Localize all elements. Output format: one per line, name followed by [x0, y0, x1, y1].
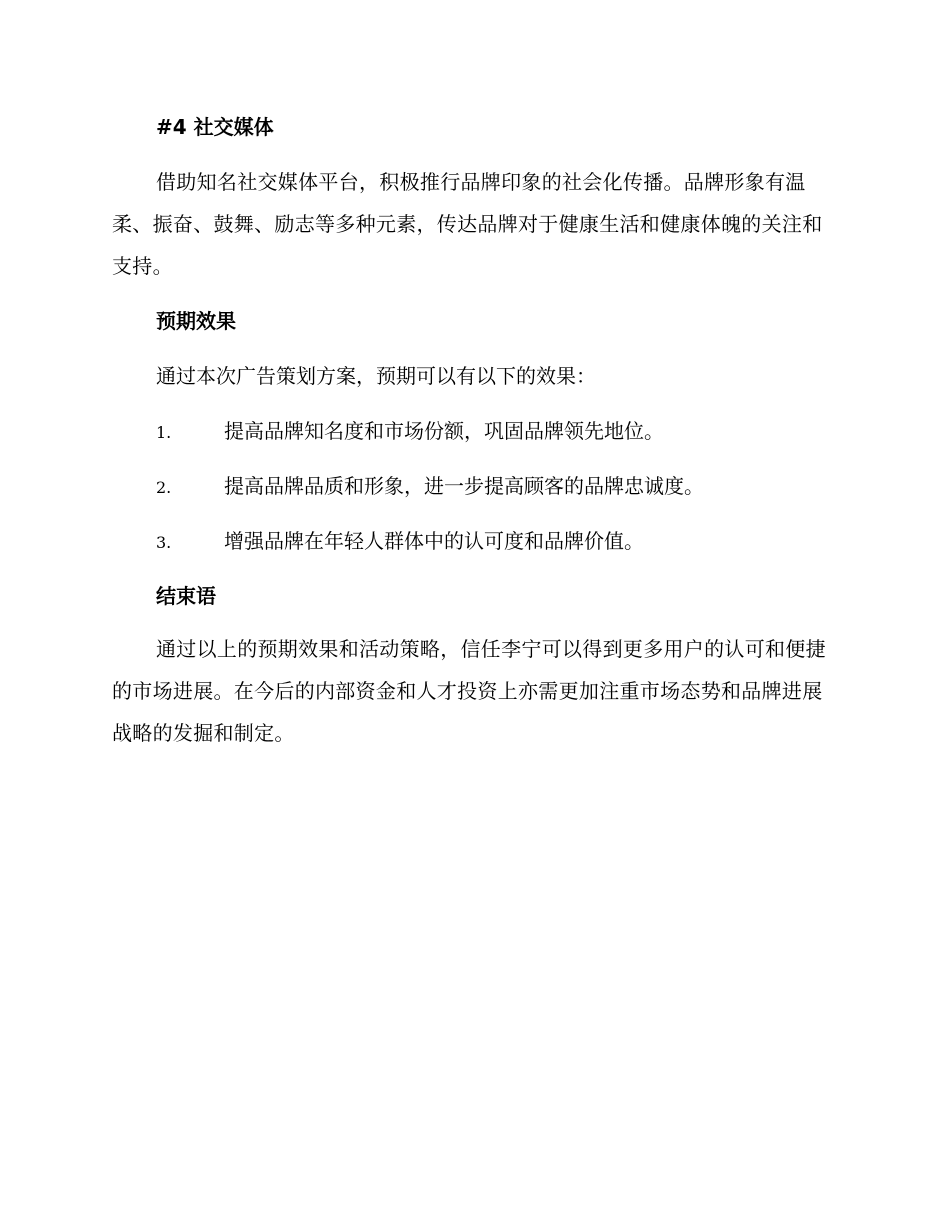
list-item-number: 1. — [156, 423, 172, 442]
section-heading-expected-effects: 预期效果 — [156, 309, 236, 333]
list-item-text: 提高品牌品质和形象，进一步提高顾客的品牌忠诚度。 — [224, 474, 704, 498]
list-item-number: 2. — [156, 478, 172, 497]
paragraph-expected-intro: 通过本次广告策划方案，预期可以有以下的效果： — [156, 364, 596, 388]
list-item-number: 3. — [156, 533, 172, 552]
list-item-text: 提高品牌知名度和市场份额，巩固品牌领先地位。 — [224, 419, 664, 443]
paragraph-conclusion: 通过以上的预期效果和活动策略，信任李宁可以得到更多用户的认可和便捷的市场进展。在今后的内部资金和人才投资上亦需更加注重市场态势和品牌进展战略的发掘和制定。 — [112, 637, 826, 745]
list-item — [156, 417, 836, 445]
list-item — [156, 527, 836, 555]
list-item — [156, 472, 836, 500]
section-heading-conclusion: 结束语 — [156, 584, 216, 608]
section-heading-social-media: #4 社交媒体 — [156, 115, 274, 139]
list-item-text: 增强品牌在年轻人群体中的认可度和品牌价值。 — [224, 529, 644, 553]
paragraph-social-media: 借助知名社交媒体平台，积极推行品牌印象的社会化传播。品牌形象有温柔、振奋、鼓舞、励志等多种元素，传达品牌对于健康生活和健康体魄的关注和支持。 — [112, 170, 823, 278]
